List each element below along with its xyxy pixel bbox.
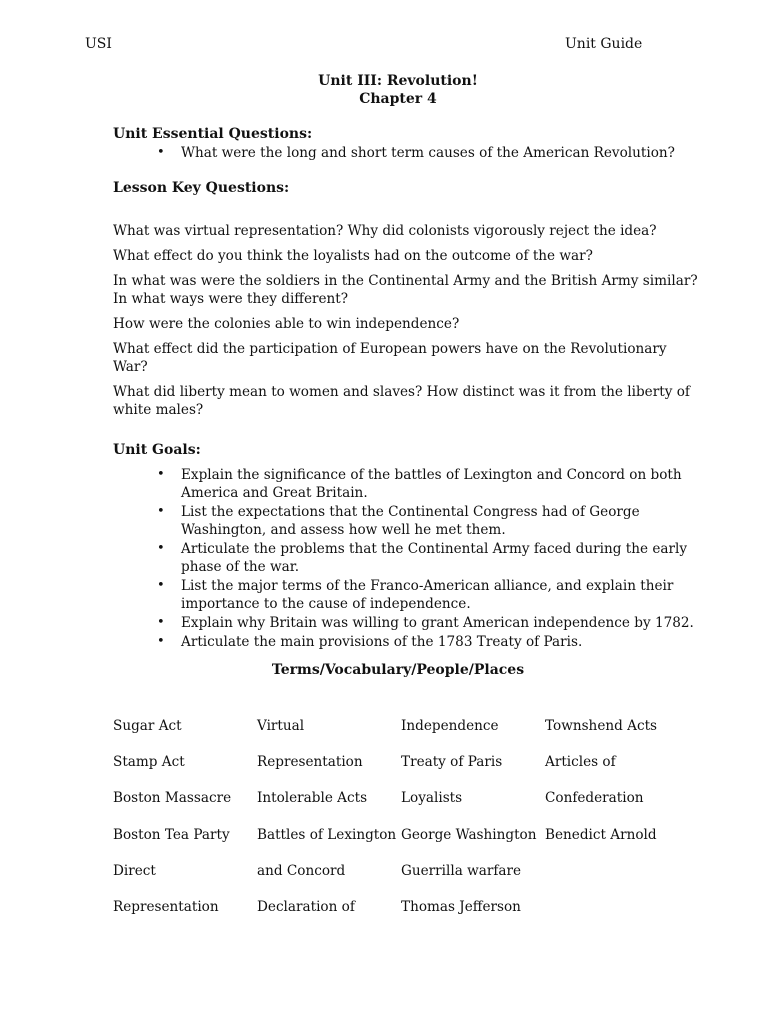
goal-item: • Articulate the main provisions of the 1783 Treaty of Paris.: [157, 634, 583, 650]
vocab-term: Declaration of: [257, 898, 355, 915]
vocab-term: George Washington: [401, 826, 537, 843]
vocab-term: Articles of: [545, 754, 616, 771]
vocab-term: Direct: [113, 862, 156, 879]
vocab-term: Benedict Arnold: [545, 826, 657, 843]
bullet-icon: •: [157, 615, 165, 630]
lesson-question: What effect do you think the loyalists had on the outcome of the war?: [113, 248, 593, 264]
header-course: USI: [85, 36, 112, 52]
vocab-term: Battles of Lexington: [257, 826, 397, 843]
vocab-term: Representation: [257, 754, 363, 771]
vocab-column-2: [257, 716, 407, 933]
header-doc-type: Unit Guide: [565, 36, 643, 52]
vocab-term: Townshend Acts: [545, 718, 658, 734]
goal-item: • Explain the significance of the battles of Lexington and Concord on both America and Great Britain.: [157, 467, 682, 501]
vocab-term: Loyalists: [401, 790, 463, 807]
vocab-term: Stamp Act: [113, 754, 185, 771]
goal-item: • List the major terms of the Franco-American alliance, and explain their importance to the cause of independence.: [157, 578, 674, 612]
lesson-question: What was virtual representation? Why did colonists vigorously reject the idea?: [113, 223, 657, 239]
page-title: [0, 72, 768, 108]
unit-goals-heading: Unit Goals:: [113, 442, 201, 458]
lesson-question: How were the colonies able to win independence?: [113, 316, 460, 332]
lesson-question: What effect did the participation of European powers have on the Revolutionary War?: [113, 341, 667, 375]
vocab-column-1: [113, 716, 263, 933]
bullet-icon: •: [157, 145, 165, 160]
vocab-heading: Terms/Vocabulary/People/Places: [271, 662, 525, 678]
lesson-questions-heading: Lesson Key Questions:: [113, 180, 290, 196]
vocab-term: Independence: [401, 718, 499, 734]
vocab-term: Guerrilla warfare: [401, 862, 522, 879]
vocab-term: Treaty of Paris: [401, 754, 503, 771]
lesson-question: What did liberty mean to women and slaves? How distinct was it from the liberty of white males?: [113, 384, 690, 418]
lesson-questions-section: [113, 179, 703, 419]
vocab-term: Confederation: [545, 790, 644, 807]
vocab-term: Intolerable Acts: [257, 790, 368, 807]
goal-item: • List the expectations that the Continental Congress had of George Washington, and assess how well he met them.: [157, 504, 640, 538]
lesson-question: In what was were the soldiers in the Continental Army and the British Army similar? In what ways were they different?: [113, 273, 698, 307]
unit-title: Unit III: Revolution!: [318, 73, 478, 89]
vocab-term: Virtual: [257, 718, 305, 734]
essential-questions-section: [113, 125, 703, 162]
vocab-term: Sugar Act: [113, 718, 182, 734]
unit-goals-list: [113, 466, 703, 651]
vocab-term: Thomas Jefferson: [401, 898, 521, 915]
vocab-column-4: [545, 716, 695, 861]
bullet-icon: •: [157, 504, 165, 519]
goal-item: • Explain why Britain was willing to grant American independence by 1782.: [157, 615, 694, 631]
vocab-term: Boston Tea Party: [113, 826, 230, 843]
essential-questions-heading: Unit Essential Questions:: [113, 126, 313, 142]
main-content: [113, 125, 703, 652]
essential-question-item: • What were the long and short term causes of the American Revolution?: [157, 145, 675, 161]
vocab-term: and Concord: [257, 862, 346, 879]
goal-item: • Articulate the problems that the Continental Army faced during the early phase of the war.: [157, 541, 688, 575]
bullet-icon: •: [157, 467, 165, 482]
unit-goals-section: [113, 441, 703, 651]
vocab-term: Boston Massacre: [113, 790, 232, 807]
bullet-icon: •: [157, 578, 165, 593]
bullet-icon: •: [157, 541, 165, 556]
bullet-icon: •: [157, 634, 165, 649]
chapter-title: Chapter 4: [359, 91, 437, 107]
vocab-column-3: [401, 716, 551, 933]
vocab-term: Representation: [113, 898, 219, 915]
essential-questions-list: [113, 144, 703, 162]
